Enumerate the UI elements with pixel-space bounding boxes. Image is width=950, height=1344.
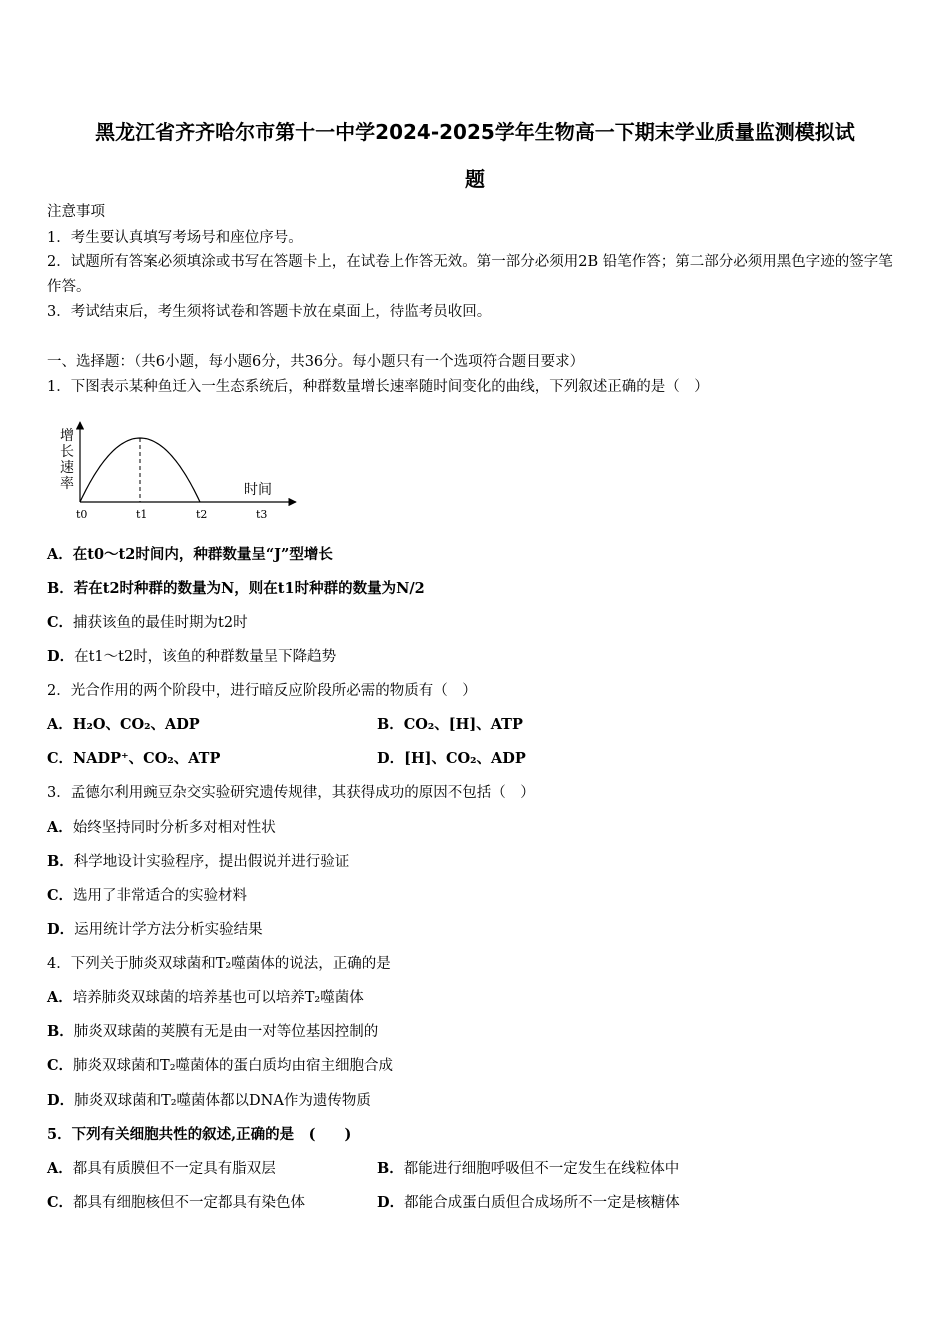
x-tick-label: t3 <box>256 508 268 521</box>
q3-option-a[interactable]: A．始终坚持同时分析多对相对性状 <box>47 819 276 836</box>
y-label-char: 增 <box>60 428 74 444</box>
q5-option-c[interactable]: C．都具有细胞核但不一定都具有染色体 <box>47 1194 306 1211</box>
q3-option-d[interactable]: D．运用统计学方法分析实验结果 <box>47 921 263 938</box>
x-axis-label: 时间 <box>244 482 272 498</box>
q3-option-b[interactable]: B．科学地设计实验程序，提出假说并进行验证 <box>47 853 350 870</box>
question-2-stem: 2．光合作用的两个阶段中，进行暗反应阶段所必需的物质有（ ） <box>47 683 477 699</box>
y-label-char: 率 <box>60 476 74 492</box>
x-tick-label: t0 <box>76 508 88 521</box>
question-4-stem: 4．下列关于肺炎双球菌和T₂噬菌体的说法，正确的是 <box>47 956 391 972</box>
q2-option-b[interactable]: B．CO₂、[H]、ATP <box>377 716 523 733</box>
notice-item-3: 3．考试结束后，考生须将试卷和答题卡放在桌面上，待监考员收回。 <box>47 304 492 320</box>
y-label-char: 速 <box>60 460 74 476</box>
q4-option-d[interactable]: D．肺炎双球菌和T₂噬菌体都以DNA作为遗传物质 <box>47 1092 371 1109</box>
q4-option-b[interactable]: B．肺炎双球菌的荚膜有无是由一对等位基因控制的 <box>47 1023 379 1040</box>
q1-option-b[interactable]: B．若在t2时种群的数量为N，则在t1时种群的数量为N/2 <box>47 580 425 597</box>
page-title: 黑龙江省齐齐哈尔市第十一中学2024-2025学年生物高一下期末学业质量监测模拟试 <box>95 120 855 144</box>
x-tick-label: t1 <box>136 508 148 521</box>
q2-option-d[interactable]: D．[H]、CO₂、ADP <box>377 750 526 767</box>
q1-option-d[interactable]: D．在t1～t2时，该鱼的种群数量呈下降趋势 <box>47 648 337 665</box>
growth-rate-chart <box>52 418 302 522</box>
notice-item-2: 2．试题所有答案必须填涂或书写在答题卡上，在试卷上作答无效。第一部分必须用2B 铅笔作答；第二部分必须用黑色字迹的签字笔作答。 <box>47 254 893 295</box>
notice-item-1: 1．考生要认真填写考场号和座位序号。 <box>47 230 303 246</box>
q5-option-b[interactable]: B．都能进行细胞呼吸但不一定发生在线粒体中 <box>377 1160 680 1177</box>
question-1-stem: 1．下图表示某种鱼迁入一生态系统后，种群数量增长速率随时间变化的曲线，下列叙述正确的是（ ） <box>47 379 709 395</box>
q4-option-a[interactable]: A．培养肺炎双球菌的培养基也可以培养T₂噬菌体 <box>47 989 364 1006</box>
q3-option-c[interactable]: C．选用了非常适合的实验材料 <box>47 887 248 904</box>
q5-option-d[interactable]: D．都能合成蛋白质但合成场所不一定是核糖体 <box>377 1194 680 1211</box>
question-5-stem: 5．下列有关细胞共性的叙述,正确的是 ( ) <box>47 1126 352 1143</box>
page-title-continued: 题 <box>465 167 485 191</box>
q5-option-a[interactable]: A．都具有质膜但不一定具有脂双层 <box>47 1160 276 1177</box>
q1-option-c[interactable]: C．捕获该鱼的最佳时期为t2时 <box>47 614 248 631</box>
x-tick-label: t2 <box>196 508 208 521</box>
q2-option-a[interactable]: A．H₂O、CO₂、ADP <box>47 716 200 733</box>
q2-option-c[interactable]: C．NADP⁺、CO₂、ATP <box>47 750 221 767</box>
y-label-char: 长 <box>60 444 74 460</box>
notice-heading: 注意事项 <box>47 204 105 220</box>
q1-option-a[interactable]: A．在t0～t2时间内，种群数量呈“J”型增长 <box>47 546 333 563</box>
section-heading: 一、选择题：（共6小题，每小题6分，共36分。每小题只有一个选项符合题目要求） <box>47 354 585 370</box>
question-3-stem: 3．孟德尔利用豌豆杂交实验研究遗传规律，其获得成功的原因不包括（ ） <box>47 785 535 801</box>
q4-option-c[interactable]: C．肺炎双球菌和T₂噬菌体的蛋白质均由宿主细胞合成 <box>47 1057 394 1074</box>
